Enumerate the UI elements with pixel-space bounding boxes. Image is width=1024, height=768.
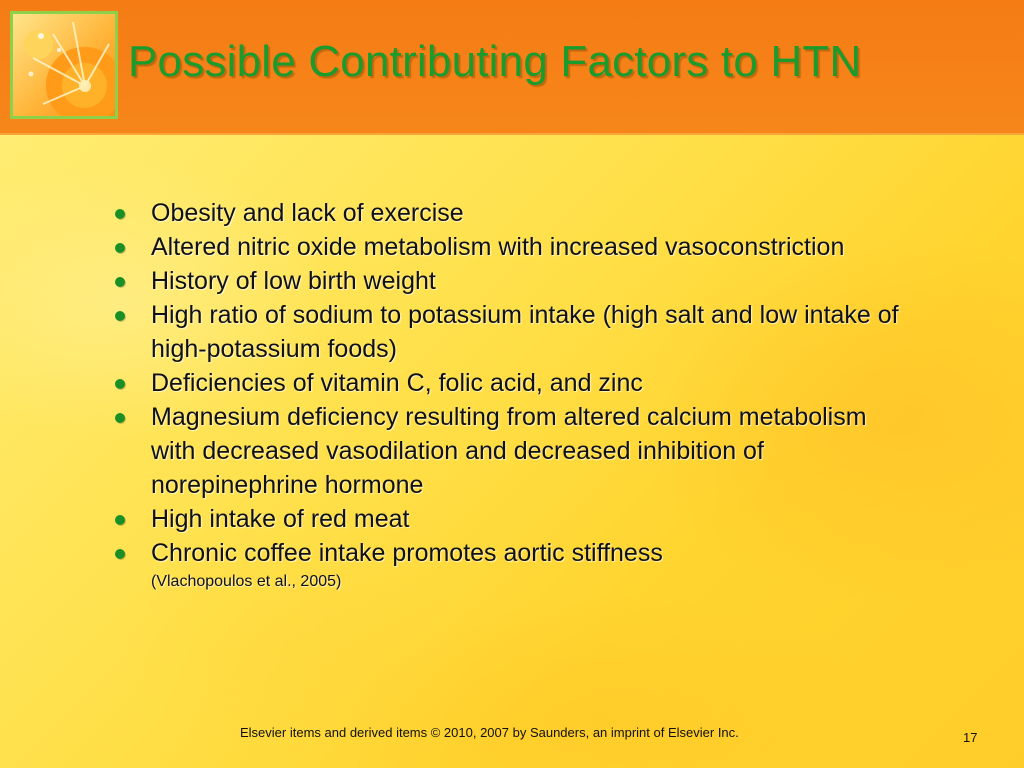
- bullet-dot-icon: [115, 209, 125, 219]
- copyright-footer: Elsevier items and derived items © 2010, 2007 by Saunders, an imprint of Elsevier Inc.: [240, 725, 739, 740]
- bullet-text: Altered nitric oxide metabolism with increased vasoconstriction: [151, 233, 845, 261]
- bullet-item: [112, 298, 912, 366]
- bullet-item: [112, 502, 912, 536]
- bullet-text: High intake of red meat: [151, 505, 410, 533]
- bullet-dot-icon: [115, 549, 125, 559]
- bullet-dot-icon: [115, 243, 125, 253]
- orange-slice-image: [10, 11, 118, 119]
- bullet-dot-icon: [115, 379, 125, 389]
- bullet-item: [112, 400, 912, 502]
- bullet-item: [112, 230, 912, 264]
- bullet-dot-icon: [115, 413, 125, 423]
- bullet-dot-icon: [115, 515, 125, 525]
- orange-slice-icon: [13, 14, 115, 116]
- bullet-text: Magnesium deficiency resulting from altered calcium metabolism with decreased vasodilation and decreased inhibition of norepinephrine hormone: [151, 403, 867, 499]
- bullet-dot-icon: [115, 311, 125, 321]
- page-number: 17: [963, 730, 978, 745]
- bullet-text: Deficiencies of vitamin C, folic acid, and zinc: [151, 369, 643, 397]
- bullet-item: [112, 196, 912, 230]
- bullet-text: History of low birth weight: [151, 267, 436, 295]
- bullet-dot-icon: [115, 277, 125, 287]
- bullet-item: [112, 264, 912, 298]
- slide-title: Possible Contributing Factors to HTN: [128, 37, 862, 86]
- bullet-text: High ratio of sodium to potassium intake (high salt and low intake of high-potassium foods): [151, 301, 899, 363]
- bullet-item: [112, 366, 912, 400]
- citation: (Vlachopoulos et al., 2005): [151, 573, 342, 590]
- bullet-list-container: [112, 196, 912, 594]
- bullet-item: [112, 536, 912, 594]
- bullet-text: Chronic coffee intake promotes aortic stiffness: [151, 539, 663, 567]
- bullet-text: Obesity and lack of exercise: [151, 199, 464, 227]
- bullet-list: [112, 196, 912, 594]
- title-bar: [0, 0, 1024, 135]
